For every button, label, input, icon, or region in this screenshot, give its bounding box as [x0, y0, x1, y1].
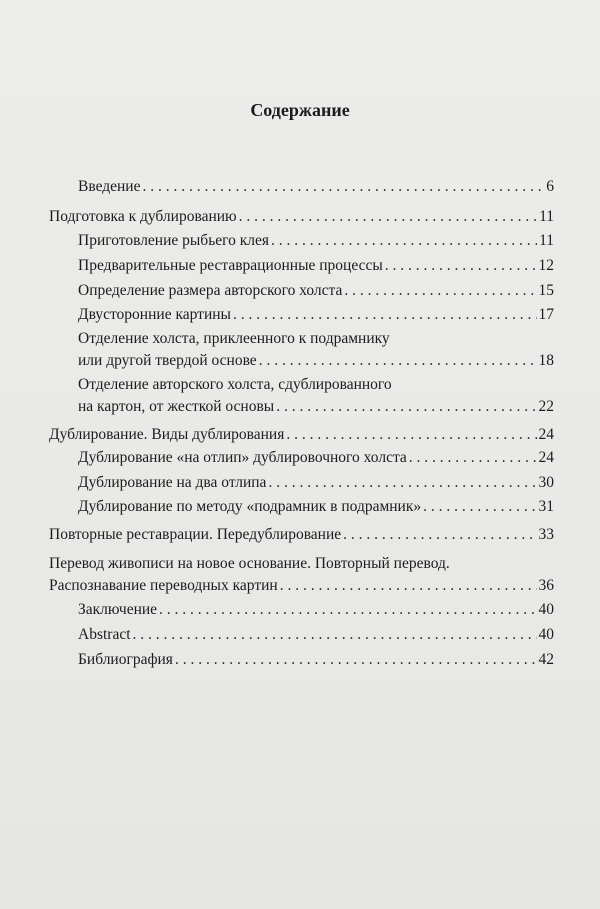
toc-entry-label: или другой твердой основе [78, 352, 257, 369]
leader-dots [259, 350, 537, 372]
toc-entry-label: Повторные реставрации. Передублирование [49, 526, 342, 543]
toc-entry-page: 36 [538, 577, 554, 594]
toc-entry-page: 24 [538, 426, 554, 443]
toc-entry [49, 553, 554, 597]
leader-dots [276, 396, 536, 418]
toc-entry-page: 30 [538, 474, 554, 491]
toc-entry [78, 496, 554, 518]
toc-entry-page: 12 [538, 257, 554, 274]
toc-entry [78, 328, 554, 372]
toc-entry-label: Двусторонние картины [78, 306, 231, 323]
leader-dots [409, 447, 537, 469]
toc-entry-label: Abstract [78, 626, 131, 643]
leader-dots [233, 304, 537, 326]
toc-entry [49, 206, 554, 228]
leader-dots [239, 206, 537, 228]
toc-entry [78, 599, 554, 621]
toc-entry-label: Библиография [78, 651, 173, 668]
leader-dots [142, 176, 544, 198]
toc-entry-label: Предварительные реставрационные процессы [78, 257, 383, 274]
toc-entry [78, 374, 554, 418]
leader-dots [385, 255, 537, 277]
toc-entry-label: Дублирование «на отлип» дублировочного холста [78, 449, 407, 466]
toc-entry-label: Дублирование по методу «подрамник в подрамник» [78, 498, 422, 515]
toc-entry-label: на картон, от жесткой основы [78, 398, 275, 415]
toc-entry-page: 6 [546, 178, 554, 195]
toc-entry-page: 17 [538, 306, 554, 323]
toc-entry-page: 22 [538, 398, 554, 415]
toc-entry-label-line1: Перевод живописи на новое основание. Повторный перевод. [49, 555, 450, 572]
toc-entry-label: Приготовление рыбьего клея [78, 232, 270, 249]
toc-entry-page: 40 [538, 626, 554, 643]
toc-entry-page: 42 [538, 651, 554, 668]
leader-dots [343, 524, 536, 546]
toc-entry [78, 447, 554, 469]
toc-entry-label-line1: Отделение холста, приклеенного к подрамнику [78, 330, 390, 347]
toc-entry-label: Введение [78, 178, 141, 195]
leader-dots [268, 472, 536, 494]
toc-entry [78, 176, 554, 198]
toc-entry [78, 230, 554, 252]
toc-entry-page: 11 [539, 232, 554, 249]
toc-entry-page: 31 [538, 498, 554, 515]
toc-entry [78, 255, 554, 277]
leader-dots [133, 624, 537, 646]
page-title: Содержание [250, 100, 350, 120]
toc-entry-label-line1: Отделение авторского холста, сдублированного [78, 376, 392, 393]
toc-entry-label: Дублирование на два отлипа [78, 474, 267, 491]
leader-dots [175, 649, 537, 671]
toc-entry [49, 424, 554, 446]
toc-entry-page: 15 [538, 282, 554, 299]
toc-entry-label: Подготовка к дублированию [49, 208, 237, 225]
leader-dots [286, 424, 536, 446]
leader-dots [271, 230, 537, 252]
toc-entry [78, 649, 554, 671]
toc-entry [78, 624, 554, 646]
leader-dots [423, 496, 536, 518]
leader-dots [344, 280, 536, 302]
toc-entry-page: 24 [538, 449, 554, 466]
toc-entry-page: 33 [538, 526, 554, 543]
toc-entry [78, 304, 554, 326]
leader-dots [280, 575, 537, 597]
toc-entry-label: Дублирование. Виды дублирования [49, 426, 285, 443]
toc-entry-page: 18 [538, 352, 554, 369]
leader-dots [159, 599, 536, 621]
toc-entry [49, 524, 554, 546]
toc-entry-page: 40 [538, 601, 554, 618]
toc-entry [78, 472, 554, 494]
toc-entry [78, 280, 554, 302]
toc-entry-page: 11 [539, 208, 554, 225]
toc-entry-label: Заключение [78, 601, 158, 618]
toc-entry-label: Определение размера авторского холста [78, 282, 343, 299]
toc-entry-label: Распознавание переводных картин [49, 577, 278, 594]
